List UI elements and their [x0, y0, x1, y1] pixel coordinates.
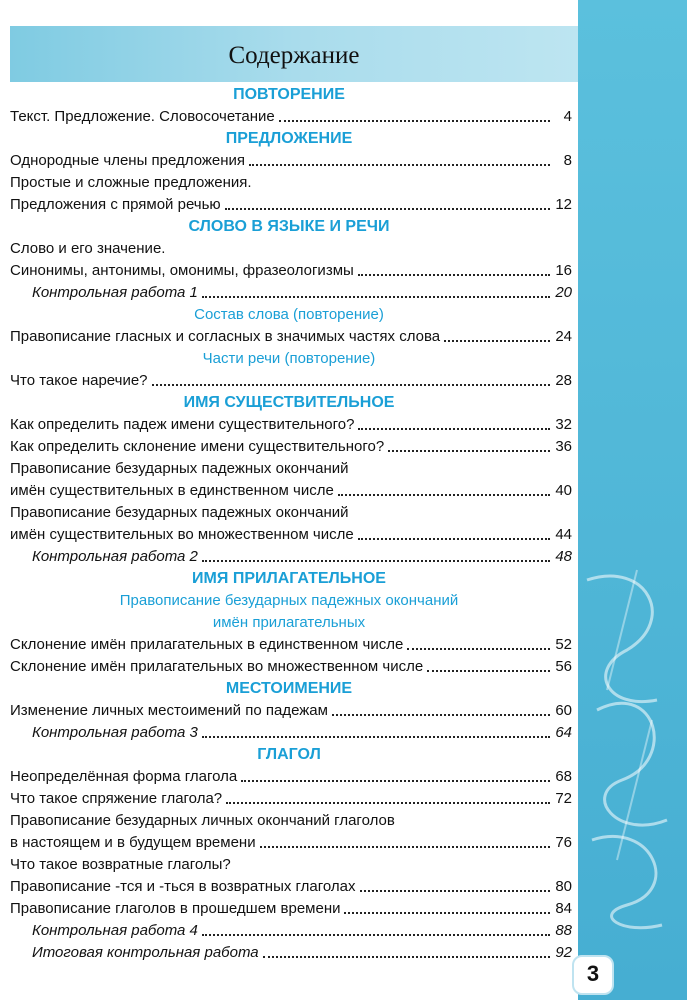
- entry-title: имён существительных в единственном числе: [10, 482, 334, 499]
- entry-page-number: 56: [555, 658, 572, 675]
- toc-entry: [0, 172, 578, 194]
- entry-page-number: 44: [555, 526, 572, 543]
- dot-leader: [358, 524, 550, 540]
- toc-entry: [0, 854, 578, 876]
- entry-page-number: 28: [555, 372, 572, 389]
- toc-entry: [0, 480, 578, 502]
- entry-title: Контрольная работа 3: [32, 724, 198, 741]
- entry-page-number: 36: [555, 438, 572, 455]
- toc-entry: [0, 634, 578, 656]
- section-heading: ИМЯ СУЩЕСТВИТЕЛЬНОЕ: [183, 394, 395, 411]
- toc-entry: [0, 370, 578, 392]
- dot-leader: [427, 656, 550, 672]
- dot-leader: [332, 700, 550, 716]
- entry-title: Контрольная работа 1: [32, 284, 198, 301]
- entry-title: Простые и сложные предложения.: [10, 174, 252, 191]
- subsection-heading: Части речи (повторение): [202, 350, 376, 367]
- entry-page-number: 68: [555, 768, 572, 785]
- toc-entry: [0, 106, 578, 128]
- entry-title: Контрольная работа 4: [32, 922, 198, 939]
- entry-title: Предложения с прямой речью: [10, 196, 221, 213]
- table-of-contents: [0, 84, 578, 964]
- section-heading: МЕСТОИМЕНИЕ: [225, 680, 353, 697]
- entry-page-number: 64: [555, 724, 572, 741]
- entry-title: Итоговая контрольная работа: [32, 944, 259, 961]
- entry-page-number: 4: [563, 108, 572, 125]
- dot-leader: [360, 876, 550, 892]
- toc-entry: [0, 766, 578, 788]
- section-heading: ПРЕДЛОЖЕНИЕ: [225, 130, 353, 147]
- entry-page-number: 60: [555, 702, 572, 719]
- dot-leader: [226, 788, 550, 804]
- entry-page-number: 52: [555, 636, 572, 653]
- dot-leader: [444, 326, 550, 342]
- entry-title: Слово и его значение.: [10, 240, 166, 257]
- entry-page-number: 76: [555, 834, 572, 851]
- page-title: Содержание: [228, 42, 360, 69]
- entry-page-number: 48: [555, 548, 572, 565]
- dot-leader: [279, 106, 550, 122]
- section-heading: ПОВТОРЕНИЕ: [233, 86, 345, 103]
- toc-entry: [0, 942, 578, 964]
- dot-leader: [358, 260, 550, 276]
- toc-entry: [0, 414, 578, 436]
- page-number: 3: [572, 955, 614, 995]
- dot-leader: [344, 898, 550, 914]
- entry-title: Правописание глаголов в прошедшем времени: [10, 900, 341, 917]
- dot-leader: [225, 194, 550, 210]
- entry-page-number: 16: [555, 262, 572, 279]
- entry-page-number: 12: [555, 196, 572, 213]
- dot-leader: [202, 546, 550, 562]
- entry-title: Изменение личных местоимений по падежам: [10, 702, 328, 719]
- dot-leader: [241, 766, 550, 782]
- toc-entry: [0, 194, 578, 216]
- entry-page-number: 72: [555, 790, 572, 807]
- dot-leader: [249, 150, 550, 166]
- entry-title: в настоящем и в будущем времени: [10, 834, 256, 851]
- dot-leader: [358, 414, 550, 430]
- subsection-heading: имён прилагательных: [212, 614, 366, 631]
- entry-title: Правописание безударных падежных окончаний: [10, 460, 349, 477]
- dot-leader: [388, 436, 550, 452]
- toc-entry: [0, 788, 578, 810]
- toc-entry: [0, 546, 578, 568]
- entry-page-number: 92: [555, 944, 572, 961]
- toc-entry: [0, 282, 578, 304]
- dot-leader: [407, 634, 550, 650]
- entry-page-number: 80: [555, 878, 572, 895]
- toc-entry: [0, 722, 578, 744]
- dot-leader: [202, 282, 550, 298]
- entry-title: Как определить падеж имени существительного?: [10, 416, 355, 433]
- entry-page-number: 8: [563, 152, 572, 169]
- entry-title: имён существительных во множественном числе: [10, 526, 354, 543]
- section-heading: СЛОВО В ЯЗЫКЕ И РЕЧИ: [188, 218, 390, 235]
- entry-title: Правописание гласных и согласных в значимых частях слова: [10, 328, 441, 345]
- section-heading: ГЛАГОЛ: [257, 746, 321, 763]
- subsection-heading: Состав слова (повторение): [194, 306, 384, 323]
- title-banner: [10, 26, 578, 82]
- entry-title: Склонение имён прилагательных в единственном числе: [10, 636, 404, 653]
- toc-entry: [0, 436, 578, 458]
- entry-title: Правописание -тся и -ться в возвратных глаголах: [10, 878, 356, 895]
- dot-leader: [202, 722, 550, 738]
- toc-entry: [0, 876, 578, 898]
- toc-entry: [0, 832, 578, 854]
- toc-entry: [0, 150, 578, 172]
- toc-entry: [0, 810, 578, 832]
- dot-leader: [152, 370, 550, 386]
- entry-page-number: 84: [555, 900, 572, 917]
- entry-title: Склонение имён прилагательных во множественном числе: [10, 658, 424, 675]
- section-heading: ИМЯ ПРИЛАГАТЕЛЬНОЕ: [192, 570, 386, 587]
- entry-title: Правописание безударных падежных окончаний: [10, 504, 349, 521]
- toc-entry: [0, 524, 578, 546]
- entry-title: Однородные члены предложения: [10, 152, 246, 169]
- toc-entry: [0, 238, 578, 260]
- dot-leader: [202, 920, 550, 936]
- toc-entry: [0, 502, 578, 524]
- toc-entry: [0, 920, 578, 942]
- toc-entry: [0, 326, 578, 348]
- toc-entry: [0, 458, 578, 480]
- entry-page-number: 20: [555, 284, 572, 301]
- toc-entry: [0, 898, 578, 920]
- toc-entry: [0, 700, 578, 722]
- toc-entry: [0, 656, 578, 678]
- entry-title: Что такое наречие?: [10, 372, 148, 389]
- entry-title: Что такое возвратные глаголы?: [10, 856, 231, 873]
- entry-title: Неопределённая форма глагола: [10, 768, 238, 785]
- entry-title: Синонимы, антонимы, омонимы, фразеологизмы: [10, 262, 354, 279]
- entry-page-number: 40: [555, 482, 572, 499]
- dot-leader: [338, 480, 550, 496]
- entry-title: Как определить склонение имени существительного?: [10, 438, 385, 455]
- entry-title: Текст. Предложение. Словосочетание: [10, 108, 275, 125]
- dot-leader: [260, 832, 550, 848]
- dot-leader: [263, 942, 550, 958]
- entry-title: Контрольная работа 2: [32, 548, 198, 565]
- entry-title: Что такое спряжение глагола?: [10, 790, 223, 807]
- subsection-heading: Правописание безударных падежных окончаний: [119, 592, 459, 609]
- entry-title: Правописание безударных личных окончаний глаголов: [10, 812, 395, 829]
- entry-page-number: 24: [555, 328, 572, 345]
- calligraphy-ornament: [567, 560, 687, 940]
- toc-entry: [0, 260, 578, 282]
- entry-page-number: 32: [555, 416, 572, 433]
- entry-page-number: 88: [555, 922, 572, 939]
